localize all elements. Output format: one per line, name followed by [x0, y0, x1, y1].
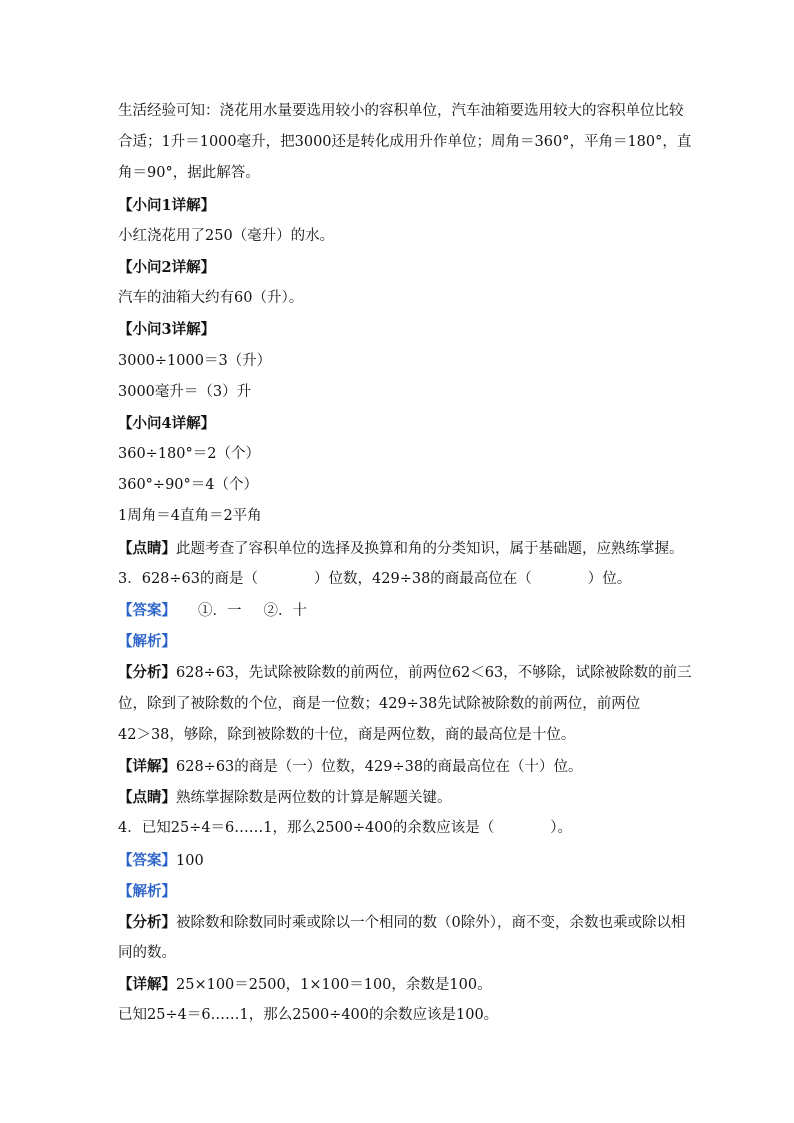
detail-text: 628÷63的商是（一）位数，429÷38的商最高位在（十）位。 — [176, 758, 583, 775]
point-tag: 【点睛】 — [118, 789, 176, 807]
question-3-part2: ）位数，429÷38的商最高位在（ — [314, 570, 532, 587]
text-line: 生活经验可知：浇花用水量要选用较小的容积单位，汽车油箱要选用较大的容积单位比较 — [118, 103, 684, 119]
section-heading: 【小问3详解】 — [118, 321, 216, 339]
fenxi-text: 被除数和除数同时乘或除以一个相同的数（0除外），商不变，余数也乘或除以相 — [176, 914, 686, 931]
text-line: 位，除到了被除数的个位，商是一位数；429÷38先试除被除数的前两位，前两位 — [118, 695, 641, 712]
detail-tag: 【详解】 — [118, 757, 176, 775]
section-heading: 【小问2详解】 — [118, 258, 216, 276]
analysis-tag: 【解析】 — [118, 633, 176, 651]
text-line: 360÷180°＝2（个） — [118, 446, 260, 463]
question-3 — [118, 564, 678, 595]
question-3-part3: ）位。 — [587, 570, 632, 587]
question-4-part1: 4．已知25÷4＝6……1，那么2500÷400的余数应该是（ — [118, 820, 495, 837]
text-line: 3000÷1000＝3（升） — [118, 352, 272, 369]
fenxi-line — [118, 657, 692, 688]
text-line: 3000毫升＝（3）升 — [118, 383, 252, 400]
detail-text: 25×100＝2500，1×100＝100，余数是100。 — [176, 977, 492, 994]
answer-1: ①．一 — [198, 603, 242, 619]
analysis-line — [118, 876, 678, 907]
analysis-line — [118, 626, 678, 657]
fenxi-text: 628÷63，先试除被除数的前两位，前两位62＜63，不够除，试除被除数的前三 — [176, 665, 692, 682]
point-line — [118, 782, 678, 813]
text-line: 1周角＝4直角＝2平角 — [118, 508, 262, 525]
text-line: 同的数。 — [118, 945, 176, 962]
point-line — [118, 533, 684, 564]
fenxi-line — [118, 907, 686, 938]
text-line: 已知25÷4＝6……1，那么2500÷400的余数应该是100。 — [118, 1007, 499, 1024]
question-3-part1: 3．628÷63的商是（ — [118, 570, 259, 587]
answer-line — [118, 595, 678, 626]
section-heading: 【小问1详解】 — [118, 196, 216, 214]
point-text: 熟练掌握除数是两位数的计算是解题关键。 — [176, 790, 452, 807]
analysis-tag: 【解析】 — [118, 882, 176, 900]
text-line: 小红浇花用了250（毫升）的水。 — [118, 227, 335, 244]
answer-tag: 【答案】 — [118, 602, 176, 619]
point-text: 此题考查了容积单位的选择及换算和角的分类知识，属于基础题，应熟练掌握。 — [176, 540, 684, 557]
detail-tag: 【详解】 — [118, 976, 176, 994]
text-line: 42＞38，够除，除到被除数的十位，商是两位数，商的最高位是十位。 — [118, 726, 576, 743]
document-page — [118, 96, 692, 1032]
question-4 — [118, 813, 678, 844]
question-4-part2: ）。 — [550, 820, 572, 837]
fenxi-tag: 【分析】 — [118, 913, 176, 931]
point-tag: 【点睛】 — [118, 539, 176, 557]
answer-text: 100 — [176, 852, 204, 869]
fenxi-tag: 【分析】 — [118, 664, 176, 682]
answer-tag: 【答案】 — [118, 851, 176, 869]
answer-2: ②．十 — [263, 603, 307, 619]
text-line: 360°÷90°＝4（个） — [118, 477, 259, 494]
text-line: 合适；1升＝1000毫升，把3000还是转化成用升作单位；周角＝360°，平角＝180°，直 — [118, 134, 692, 151]
text-line: 汽车的油箱大约有60（升）。 — [118, 290, 304, 307]
text-line: 角＝90°，据此解答。 — [118, 165, 260, 182]
answer-line — [118, 845, 678, 876]
detail-line — [118, 751, 678, 782]
detail-line — [118, 969, 678, 1000]
section-heading: 【小问4详解】 — [118, 414, 216, 432]
